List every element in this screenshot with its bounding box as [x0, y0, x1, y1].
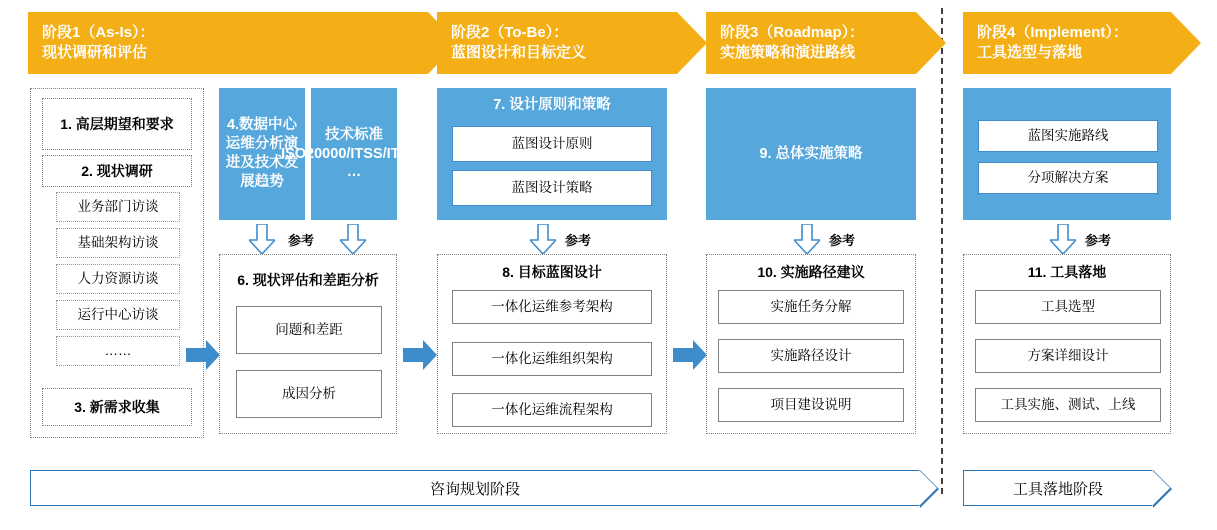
- col1-item-label: ……: [104, 343, 132, 359]
- col3-blue-title-label: 7. 设计原则和策略: [493, 96, 611, 113]
- banner-arrowhead: [916, 12, 946, 74]
- phase-banner-1-line2: 现状调研和评估: [42, 44, 148, 61]
- col1-item-operations-center-interview: [56, 300, 180, 330]
- col2-blue-left-label: 4.数据中心运维分析演进及技术发展趋势: [225, 117, 299, 190]
- col2-item-label: 成因分析: [282, 386, 336, 402]
- col4-panel-title: [709, 256, 913, 288]
- col1-box-current-research-title: [42, 155, 192, 187]
- col4-item-label: 实施任务分解: [770, 299, 852, 315]
- col4-item-project-description: [718, 388, 904, 422]
- col5-blue-panel: [963, 88, 1171, 220]
- phase-separator: [941, 8, 943, 494]
- col1-item-label: 业务部门访谈: [77, 199, 159, 215]
- col4-item-task-breakdown: [718, 290, 904, 324]
- col2-blue-box-tech-standards: [281, 88, 427, 220]
- arrow-col2-to-col3-icon: [403, 340, 437, 370]
- col5-item-label: 方案详细设计: [1027, 348, 1109, 364]
- col5-item-blueprint-roadmap: [978, 120, 1158, 152]
- col3-item-label: 一体化运维组织架构: [491, 351, 613, 367]
- col5-item-implementation-test-golive: [975, 388, 1161, 422]
- bottom-bar-arrow: [919, 470, 937, 506]
- col1-item-label: 人力资源访谈: [77, 271, 159, 287]
- col4-blue-title-label: 9. 总体实施策略: [759, 145, 863, 162]
- col1-item-ellipsis: [56, 336, 180, 366]
- col1-item-infrastructure-interview: [56, 228, 180, 258]
- col1-item-business-interview: [56, 192, 180, 222]
- col5-panel-title: [966, 256, 1168, 288]
- col5-item-label: 蓝图实施路线: [1027, 128, 1109, 144]
- col1-item-label: 运行中心访谈: [77, 307, 159, 323]
- phase-banner-4-line2: 工具选型与落地: [977, 44, 1083, 61]
- bottom-bar-right-label: 工具落地阶段: [1012, 480, 1103, 498]
- col5-panel-title-label: 11. 工具落地: [1027, 263, 1107, 280]
- col1-box3-label: 3. 新需求收集: [74, 398, 160, 415]
- bottom-bar-consulting-phase: [30, 470, 920, 506]
- col3-item-label: 一体化运维流程架构: [491, 402, 613, 418]
- col4-item-label: 项目建设说明: [770, 397, 852, 413]
- phase-banner-2-line1: 阶段2（To-Be）：: [451, 23, 569, 41]
- bottom-bar-left-label: 咨询规划阶段: [429, 480, 520, 498]
- col3-item-label: 一体化运维参考架构: [491, 299, 613, 315]
- col3-item-organization-architecture: [452, 342, 652, 376]
- col3-down-arrow-icon: [530, 224, 556, 254]
- col4-reference-label: 参考: [829, 233, 856, 248]
- col5-down-arrow-icon: [1050, 224, 1076, 254]
- col3-panel-title: [440, 256, 664, 288]
- col2-item-problems-gaps: [236, 306, 382, 354]
- phase-banner-1-line1: 阶段1（As-Is）：: [42, 23, 155, 41]
- banner-arrowhead: [677, 12, 707, 74]
- col2-blue-right-label: 技术标准ISO20000/ITSS/ITIL… …: [281, 126, 427, 181]
- col5-item-tool-selection: [975, 290, 1161, 324]
- col3-item-process-architecture: [452, 393, 652, 427]
- phase-banner-2-line2: 蓝图设计和目标定义: [451, 44, 587, 61]
- arrow-col3-to-col4-icon: [673, 340, 707, 370]
- col3-blue-title: [437, 90, 667, 120]
- col5-reference-label: 参考: [1085, 233, 1112, 248]
- col2-panel-title: [222, 258, 394, 302]
- phase-banner-4: [963, 12, 1171, 74]
- phase-banner-4-line1: 阶段4（Implement）：: [977, 23, 1128, 41]
- bottom-bar-arrow: [1152, 470, 1170, 506]
- col1-box1-label: 1. 高层期望和要求: [60, 115, 174, 132]
- col4-item-path-design: [718, 339, 904, 373]
- col3-panel-title-label: 8. 目标蓝图设计: [502, 263, 602, 280]
- col2-down-arrow-right-icon: [340, 224, 366, 254]
- bottom-bar-tool-landing-phase: [963, 470, 1153, 506]
- phase-banner-2: [437, 12, 677, 74]
- col4-panel-title-label: 10. 实施路径建议: [757, 263, 865, 280]
- col1-box-new-requirements: [42, 388, 192, 426]
- col3-reference-label: 参考: [565, 233, 592, 248]
- col2-reference-label: 参考: [288, 233, 315, 248]
- banner-arrowhead: [1171, 12, 1201, 74]
- col3-item-reference-architecture: [452, 290, 652, 324]
- col5-item-label: 工具实施、测试、上线: [1000, 397, 1136, 413]
- col3-item-blueprint-design-strategy: [452, 170, 652, 206]
- col1-box2-title-label: 2. 现状调研: [81, 162, 153, 179]
- col5-item-label: 工具选型: [1041, 299, 1095, 315]
- col1-item-label: 基础架构访谈: [77, 235, 159, 251]
- phase-banner-3: [706, 12, 916, 74]
- phase-banner-3-line2: 实施策略和演进路线: [720, 44, 856, 61]
- col4-down-arrow-icon: [794, 224, 820, 254]
- col5-item-label: 分项解决方案: [1027, 170, 1109, 186]
- col4-item-label: 实施路径设计: [770, 348, 852, 364]
- col5-item-sub-solutions: [978, 162, 1158, 194]
- phase-banner-3-line1: 阶段3（Roadmap）：: [720, 23, 865, 41]
- col2-item-root-cause-analysis: [236, 370, 382, 418]
- arrow-col1-to-col2-icon: [186, 340, 220, 370]
- col1-box-high-level-expectation: [42, 98, 192, 150]
- col2-down-arrow-left-icon: [249, 224, 275, 254]
- col2-item-label: 问题和差距: [275, 322, 343, 338]
- phase-banner-1: [28, 12, 428, 74]
- col4-blue-box-overall-strategy: [706, 88, 916, 220]
- col3-item-blueprint-design-principle: [452, 126, 652, 162]
- col5-item-detailed-design: [975, 339, 1161, 373]
- col3-item-label: 蓝图设计策略: [511, 180, 593, 196]
- col3-item-label: 蓝图设计原则: [511, 136, 593, 152]
- col2-panel-title-label: 6. 现状评估和差距分析: [237, 271, 379, 288]
- col1-item-hr-interview: [56, 264, 180, 294]
